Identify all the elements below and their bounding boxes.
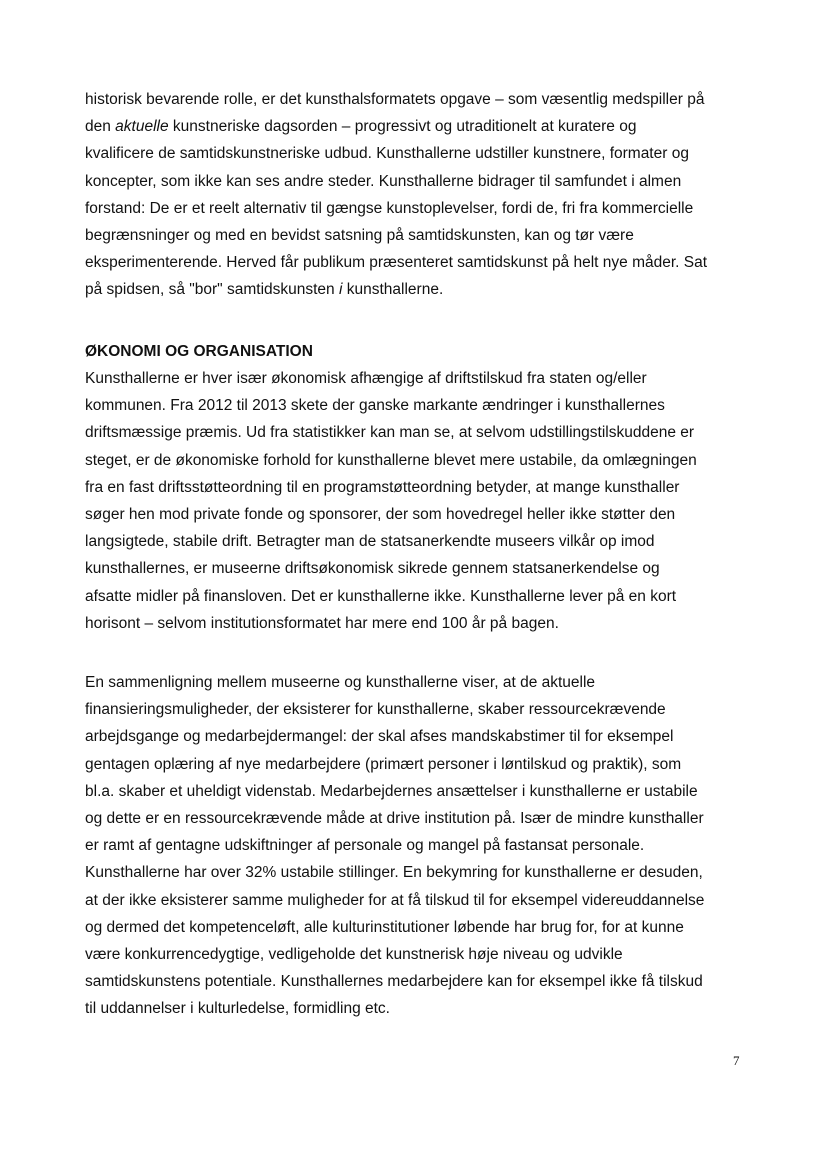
paragraph-art-role (85, 86, 755, 304)
text-line: koncepter, som ikke kan ses andre steder. Kunsthallerne bidrager til samfundet i almen (85, 172, 682, 190)
text-line: til uddannelser i kulturledelse, formidling etc. (85, 1000, 390, 1018)
text-line: fra en fast driftsstøtteordning til en programstøtteordning betyder, at mange kunsthaller (85, 478, 680, 496)
text-line: begrænsninger og med en bevidst satsning på samtidskunsten, kan og tør være (85, 227, 634, 245)
text-line: samtidskunstens potentiale. Kunsthallernes medarbejdere kan for eksempel ikke få tilskud (85, 973, 703, 991)
text-line: afsatte midler på finansloven. Det er kunsthallerne ikke. Kunsthallerne lever på en kort (85, 587, 677, 605)
text-line: forstand: De er et reelt alternativ til gængse kunstoplevelser, fordi de, fri fra kommercielle (85, 199, 694, 217)
text-line: steget, er de økonomiske forhold for kunsthallerne blevet mere ustabile, da omlægningen (85, 451, 697, 469)
text-line: finansieringsmuligheder, der eksisterer for kunsthallerne, skaber ressourcekrævende (85, 701, 666, 719)
text-line: Kunsthallerne er hver især økonomisk afhængige af driftstilskud fra staten og/eller (85, 370, 647, 387)
text-line: være konkurrencedygtige, vedligeholde det kunstnerisk høje niveau og udvikle (85, 946, 623, 964)
text-segment: på spidsen, så "bor" samtidskunsten (85, 281, 339, 299)
section-heading: ØKONOMI OG ORGANISATION (85, 343, 313, 360)
paragraph-comparison (85, 669, 755, 1023)
text-line: gentagen oplæring af nye medarbejdere (primært personer i løntilskud og praktik), som (85, 755, 682, 773)
text-line: søger hen mod private fonde og sponsorer, der som hovedregel heller ikke støtter den (85, 506, 676, 524)
page-number: 7 (733, 1053, 740, 1068)
text-segment: kunstneriske dagsorden – progressivt og utraditionelt at kuratere og (168, 118, 637, 136)
text-line: og dermed det kompetenceløft, alle kulturinstitutioner løbende har brug for, for at kunne (85, 918, 684, 936)
text-line: En sammenligning mellem museerne og kunsthallerne viser, at de aktuelle (85, 674, 596, 691)
text-line: eksperimenterende. Herved får publikum præsenteret samtidskunst på helt nye måder. Sat (85, 254, 708, 272)
text-line: Kunsthallerne har over 32% ustabile stillinger. En bekymring for kunsthallerne er desuden, (85, 864, 703, 882)
text-line: bl.a. skaber et uheldigt videnstab. Medarbejdernes ansættelser i kunsthallerne er ustabile (85, 782, 698, 800)
text-line (85, 276, 755, 303)
text-line: er ramt af gentagne udskiftninger af personale og mangel på fastansat personale. (85, 837, 645, 855)
text-segment: kunsthallerne. (342, 281, 444, 299)
text-line: og dette er en ressourcekrævende måde at drive institution på. Især de mindre kunsthaller (85, 810, 704, 828)
text-line: horisont – selvom institutionsformatet har mere end 100 år på bagen. (85, 614, 559, 632)
text-line: arbejdsgange og medarbejdermangel: der skal afses mandskabstimer til for eksempel (85, 728, 674, 746)
text-line (85, 113, 755, 140)
text-line: driftsmæssige præmis. Ud fra statistikker kan man se, at selvom udstillingstilskuddene er (85, 424, 695, 442)
text-line: langsigtede, stabile drift. Betragter man de statsanerkendte museers vilkår op imod (85, 533, 655, 551)
paragraph-economy (85, 365, 755, 637)
text-line: kunsthallernes, er museerne driftsøkonomisk sikrede gennem statsanerkendelse og (85, 560, 660, 578)
text-segment: den (85, 118, 116, 136)
text-line: at der ikke eksisterer samme muligheder for at få tilskud til for eksempel videreuddannelse (85, 891, 705, 909)
emphasis-text: aktuelle (115, 118, 169, 136)
text-line: kommunen. Fra 2012 til 2013 skete der ganske markante ændringer i kunsthallernes (85, 397, 665, 415)
text-line: historisk bevarende rolle, er det kunsthalsformatets opgave – som væsentlig medspiller på (85, 91, 705, 108)
text-line: kvalificere de samtidskunstneriske udbud. Kunsthallerne udstiller kunstnere, formater og (85, 145, 689, 163)
emphasis-text: i (338, 281, 343, 299)
